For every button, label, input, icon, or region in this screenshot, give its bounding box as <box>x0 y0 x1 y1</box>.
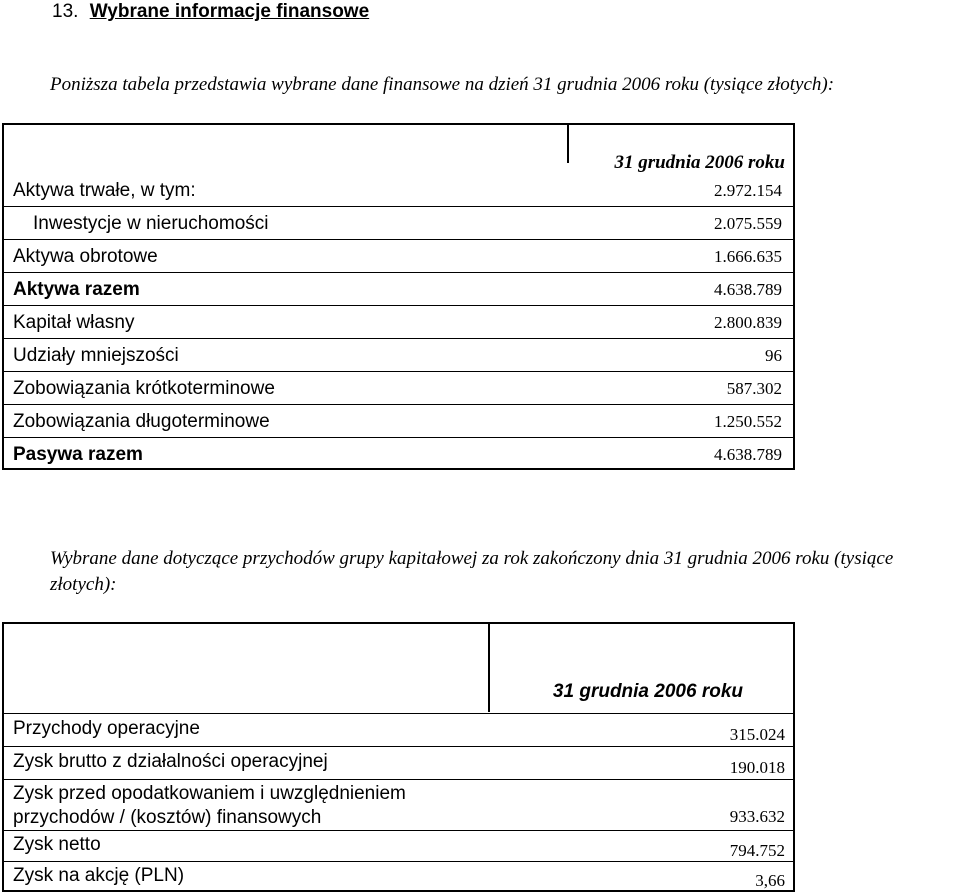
row-value: 1.250.552 <box>714 412 782 431</box>
table-row <box>4 405 793 438</box>
table-row <box>4 306 793 339</box>
row-label: Zysk brutto z działalności operacyjnej <box>13 751 328 772</box>
income-column-header: 31 grudnia 2006 roku <box>552 681 743 702</box>
table-row <box>4 438 793 471</box>
row-label: Zobowiązania krótkoterminowe <box>13 378 275 399</box>
section-title: Wybrane informacje finansowe <box>89 1 370 22</box>
row-value: 794.752 <box>729 841 785 860</box>
row-label: Aktywa razem <box>13 279 140 300</box>
row-label: Aktywa obrotowe <box>13 246 158 267</box>
row-value: 3,66 <box>755 871 785 890</box>
row-value: 2.972.154 <box>714 181 782 200</box>
table-row <box>4 372 793 405</box>
row-value: 4.638.789 <box>714 445 782 464</box>
row-value: 587.302 <box>726 379 782 398</box>
balance-table <box>2 123 795 470</box>
table-row <box>4 339 793 372</box>
row-value: 933.632 <box>729 807 785 826</box>
row-value: 315.024 <box>729 725 785 744</box>
table-row <box>4 174 793 207</box>
row-label: Udziały mniejszości <box>13 345 179 366</box>
row-value: 190.018 <box>729 758 785 777</box>
column-divider <box>488 624 490 712</box>
table-row <box>4 273 793 306</box>
row-value: 2.800.839 <box>714 313 782 332</box>
column-divider <box>567 125 569 163</box>
table-row <box>4 207 793 240</box>
row-divider <box>4 830 793 831</box>
table-row <box>4 240 793 273</box>
row-divider <box>4 779 793 780</box>
row-value: 2.075.559 <box>714 214 782 233</box>
row-label: Inwestycje w nieruchomości <box>33 213 269 234</box>
row-divider <box>4 861 793 862</box>
row-label: Zobowiązania długoterminowe <box>13 411 270 432</box>
balance-column-header: 31 grudnia 2006 roku <box>614 152 785 173</box>
section-number: 13. <box>52 1 79 22</box>
section-heading <box>52 0 369 24</box>
income-intro-text: Wybrane dane dotyczące przychodów grupy kapitałowej za rok zakończony dnia 31 grudnia 2006 roku (tysiące złotych): <box>50 548 894 595</box>
row-label: Aktywa trwałe, w tym: <box>13 180 196 201</box>
balance-intro-text: Poniższa tabela przedstawia wybrane dane finansowe na dzień 31 grudnia 2006 roku (tysiące złotych): <box>50 74 835 95</box>
row-label: Przychody operacyjne <box>13 718 200 739</box>
row-label: Kapitał własny <box>13 312 135 333</box>
row-label: Zysk przed opodatkowaniem i uwzględnieniem <box>13 783 406 804</box>
row-label: Zysk na akcję (PLN) <box>13 865 185 886</box>
row-label: Pasywa razem <box>13 444 143 465</box>
row-value: 96 <box>765 346 782 365</box>
row-label-continued: przychodów / (kosztów) finansowych <box>13 807 322 828</box>
row-divider <box>4 746 793 747</box>
row-divider <box>4 713 793 714</box>
row-label: Zysk netto <box>13 834 101 855</box>
income-table <box>2 622 795 892</box>
row-value: 4.638.789 <box>714 280 782 299</box>
row-value: 1.666.635 <box>714 247 782 266</box>
